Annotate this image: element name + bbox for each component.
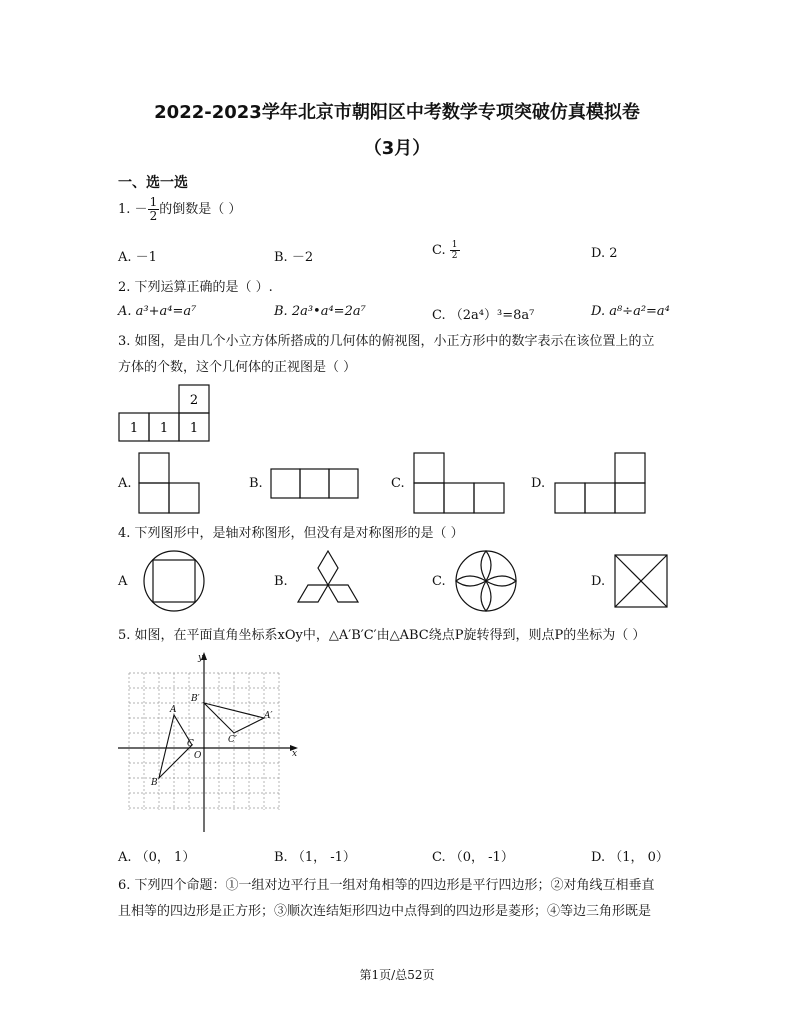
q1-frac-num: 1 bbox=[149, 195, 158, 209]
q3-option-c-label: C. bbox=[391, 476, 405, 491]
question-3-stem-line1: 3. 如图，是由几个小立方体所搭成的几何体的俯视图，小正方形中的数字表示在该位置上的立 bbox=[118, 334, 655, 349]
q1-option-c-fraction bbox=[450, 240, 460, 261]
q4-option-d-figure bbox=[614, 554, 670, 610]
q3-option-a-label: A. bbox=[118, 476, 132, 491]
q5-label-a: A bbox=[170, 705, 177, 715]
q4-option-b-figure bbox=[298, 550, 364, 610]
q3-option-c-figure bbox=[413, 452, 507, 514]
q1-fraction bbox=[148, 196, 160, 223]
q4-option-c-figure bbox=[454, 550, 520, 614]
question-4-stem: 4. 下列图形中，是轴对称图形，但没有是对称图形的是（ ） bbox=[118, 526, 464, 541]
q4-option-a-label: A bbox=[118, 574, 128, 589]
q2-option-b: B. 2a³•a⁴=2a⁷ bbox=[274, 304, 366, 319]
q4-option-b-label: B. bbox=[274, 574, 288, 589]
q1-option-c bbox=[432, 240, 460, 261]
q3-option-a-figure bbox=[138, 452, 202, 514]
q3-grid-cell-1: 1 bbox=[129, 421, 139, 436]
q4-option-c-label: C. bbox=[432, 574, 446, 589]
q1-option-b: B. －2 bbox=[274, 250, 314, 265]
question-3-stem-line2: 方体的个数，这个几何体的正视图是（ ） bbox=[118, 360, 357, 375]
page-footer: 第1页/总52页 bbox=[359, 968, 435, 982]
q3-option-b-label: B. bbox=[249, 476, 263, 491]
q5-label-c-prime: C′ bbox=[228, 735, 237, 745]
q3-option-d-label: D. bbox=[531, 476, 546, 491]
q5-coordinate-figure bbox=[118, 650, 308, 834]
q3-option-d-figure bbox=[554, 452, 648, 514]
question-2-stem: 2. 下列运算正确的是（ ）. bbox=[118, 280, 273, 295]
page-title: 2022-2023学年北京市朝阳区中考数学专项突破仿真模拟卷 bbox=[154, 102, 640, 123]
q5-label-a-prime: A′ bbox=[264, 711, 273, 721]
q1-option-a: A. －1 bbox=[118, 250, 157, 265]
q5-label-origin: O bbox=[194, 751, 202, 761]
q2-option-c: C. （2a⁴）³=8a⁷ bbox=[432, 308, 535, 323]
q1-number: 1. bbox=[118, 202, 131, 217]
q1-sign: － bbox=[134, 202, 148, 217]
question-6-line1: 6. 下列四个命题：①一组对边平行且一组对角相等的四边形是平行四边形；②对角线互相垂直 bbox=[118, 878, 655, 893]
q5-label-b: B bbox=[151, 778, 158, 788]
q2-option-a: A. a³+a⁴=a⁷ bbox=[118, 304, 197, 319]
q3-top-view-grid bbox=[118, 384, 214, 444]
q5-label-b-prime: B′ bbox=[191, 694, 200, 704]
q5-option-b: B. （1， -1） bbox=[274, 850, 356, 865]
q2-option-d: D. a⁸÷a²=a⁴ bbox=[591, 304, 670, 319]
q3-grid-cell-2: 1 bbox=[159, 421, 169, 436]
q1-stem-text: 的倒数是（ ） bbox=[159, 202, 242, 217]
q5-label-y: y bbox=[198, 653, 204, 663]
question-5-stem: 5. 如图，在平面直角坐标系xOy中，△A′B′C′由△ABC绕点P旋转得到，则点P的坐标为（ ） bbox=[118, 628, 646, 643]
q5-option-d: D. （1， 0） bbox=[591, 850, 669, 865]
section-heading: 一、选一选 bbox=[118, 175, 188, 191]
q1-option-d: D. 2 bbox=[591, 246, 618, 261]
q3-grid-top-value: 2 bbox=[189, 393, 199, 408]
q3-grid-cell-3: 1 bbox=[189, 421, 199, 436]
page-subtitle: （3月） bbox=[363, 138, 431, 159]
question-6-line2: 且相等的四边形是正方形；③顺次连结矩形四边中点得到的四边形是菱形；④等边三角形既是 bbox=[118, 904, 652, 919]
q4-option-a-figure bbox=[142, 550, 208, 614]
q1-c-num: 1 bbox=[451, 240, 458, 250]
q1-frac-den: 2 bbox=[149, 209, 158, 223]
q5-option-a: A. （0， 1） bbox=[118, 850, 196, 865]
q4-option-d-label: D. bbox=[591, 574, 606, 589]
question-1-stem bbox=[118, 196, 241, 223]
q5-label-c: C bbox=[187, 739, 194, 749]
q1-option-c-label: C. bbox=[432, 243, 446, 258]
q3-option-b-figure bbox=[270, 468, 362, 500]
q5-label-x: x bbox=[292, 749, 298, 759]
q1-c-den: 2 bbox=[451, 251, 458, 261]
q5-option-c: C. （0， -1） bbox=[432, 850, 514, 865]
